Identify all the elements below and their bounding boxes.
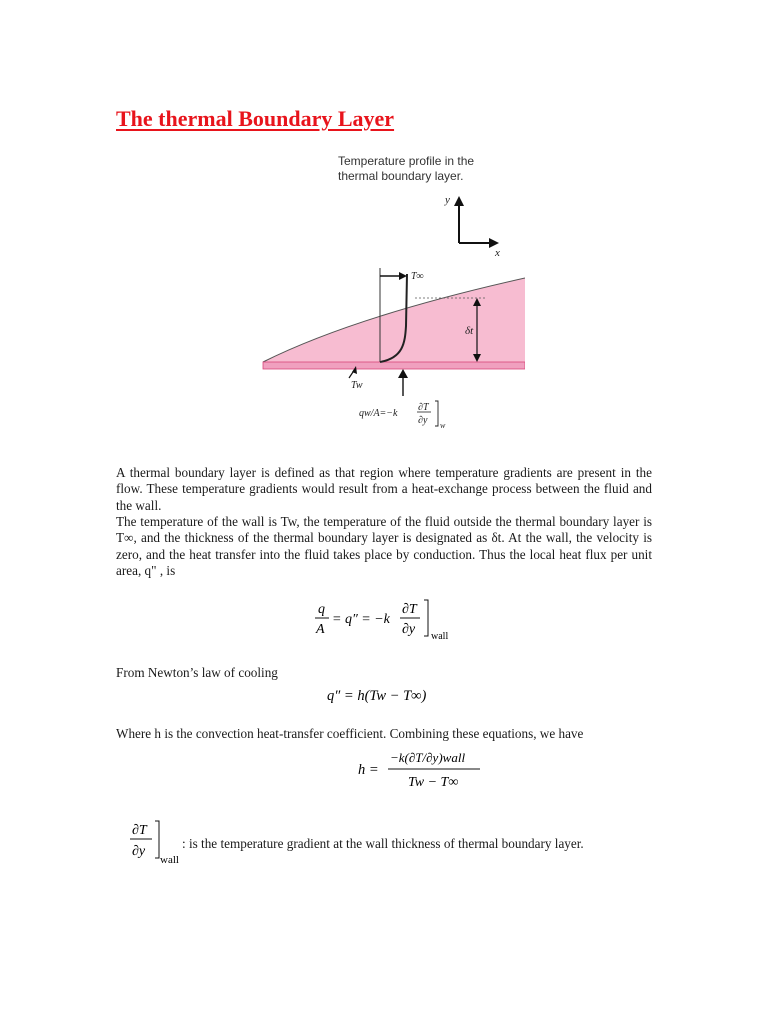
thermal-boundary-layer-figure bbox=[255, 148, 525, 438]
eq1-lhs-denominator: A bbox=[316, 622, 325, 637]
paragraph-definition: A thermal boundary layer is defined as that region where temperature gradients are present in the flow. These temperature gradients would result from a heat-exchange process between the fluid and the wall. bbox=[116, 465, 652, 513]
label-delta-t: δt bbox=[465, 325, 474, 337]
eq1-numerator: ∂T bbox=[402, 602, 417, 617]
gradient-description: : is the temperature gradient at the wall thickness of thermal boundary layer. bbox=[182, 836, 584, 851]
label-flux-numerator: ∂T bbox=[418, 402, 429, 413]
eq3-denominator: Tw − T∞ bbox=[408, 775, 459, 790]
eq1-subscript: wall bbox=[431, 631, 449, 642]
axes-indicator bbox=[444, 194, 500, 259]
eq2-text: q″ = h(Tw − T∞) bbox=[327, 688, 427, 704]
boundary-layer-region bbox=[263, 278, 525, 362]
eq1-middle: = q″ = −k bbox=[332, 612, 390, 627]
axis-label-y: y bbox=[445, 194, 450, 206]
label-flux-subscript: w bbox=[440, 421, 446, 430]
axis-label-x: x bbox=[495, 247, 500, 259]
equation-h-coefficient bbox=[356, 746, 486, 794]
eq3-lhs: h = bbox=[358, 762, 379, 778]
gradient-subscript: wall bbox=[160, 854, 179, 866]
eq1-lhs-numerator: q bbox=[318, 602, 325, 617]
eq3-numerator: −k(∂T/∂y)wall bbox=[390, 750, 466, 765]
figure-caption-line-2: thermal boundary layer. bbox=[338, 169, 464, 183]
figure-caption-line-1: Temperature profile in the bbox=[338, 154, 475, 168]
paragraph-combine: Where h is the convection heat-transfer coefficient. Combining these equations, we have bbox=[116, 726, 584, 741]
eq1-denominator: ∂y bbox=[402, 622, 416, 637]
gradient-numerator: ∂T bbox=[132, 823, 147, 838]
gradient-denominator: ∂y bbox=[132, 844, 146, 859]
label-t-infinity: T∞ bbox=[411, 271, 424, 282]
equation-heat-flux bbox=[312, 596, 472, 642]
page-title: The thermal Boundary Layer bbox=[116, 106, 395, 131]
equation-newton-cooling bbox=[325, 682, 485, 708]
label-heat-flux: qw/A=−k bbox=[359, 408, 398, 419]
gradient-symbol bbox=[128, 818, 186, 866]
wall-plate bbox=[263, 362, 525, 369]
label-flux-denominator: ∂y bbox=[418, 415, 428, 426]
newton-intro: From Newton’s law of cooling bbox=[116, 665, 278, 680]
label-tw: Tw bbox=[351, 380, 363, 391]
paragraph-wall-temperature: The temperature of the wall is Tw, the temperature of the fluid outside the thermal boundary layer is T∞, and the thickness of the thermal boundary layer is designated as δt. At the wall, the velocity is zero, and the heat transfer into the fluid takes place by conduction. Thus the local heat flux per unit area, q" , is bbox=[116, 514, 652, 578]
